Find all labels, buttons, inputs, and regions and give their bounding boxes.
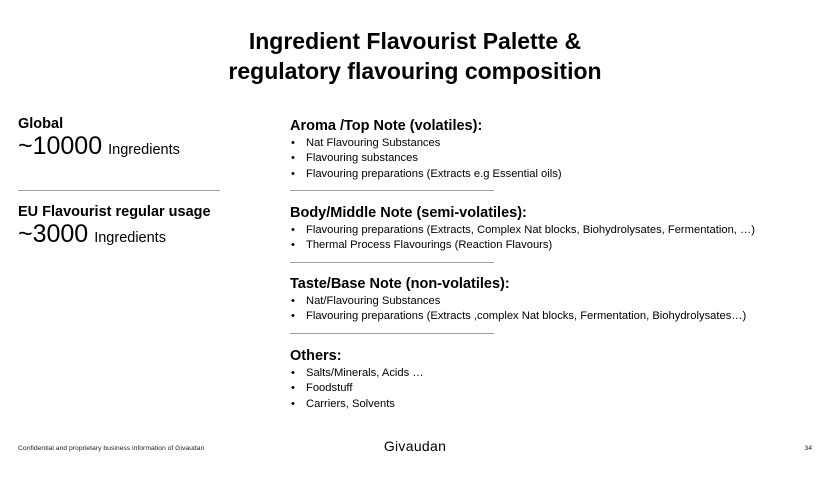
bullet-icon: •: [291, 167, 295, 180]
bullet-icon: •: [291, 382, 295, 395]
list-item-text: Flavouring preparations (Extracts ,complex Nat blocks, Fermentation, Biohydrolysates…): [306, 310, 747, 323]
confidential-notice: Confidential and proprietary business information of Givaudan: [18, 445, 205, 452]
list-item-text: Carriers, Solvents: [306, 397, 395, 410]
list-item-text: Flavouring preparations (Extracts, Complex Nat blocks, Biohydrolysates, Fermentation, …): [306, 224, 755, 236]
list-item-text: Nat Flavouring Substances: [306, 137, 441, 149]
list-item-text: Salts/Minerals, Acids …: [306, 367, 424, 379]
section-taste-base-note: [290, 274, 810, 325]
eu-stat: [18, 203, 211, 251]
list-item-text: Nat/Flavouring Substances: [306, 295, 441, 307]
list-item: [290, 294, 810, 309]
list-item: [290, 151, 810, 166]
section-divider: [290, 190, 494, 191]
eu-number: ~3000: [18, 220, 89, 248]
bullet-list: [290, 223, 810, 254]
global-number: ~10000: [18, 132, 103, 160]
list-item: [290, 167, 810, 182]
section-heading: Aroma /Top Note (volatiles):: [290, 118, 483, 134]
bullet-list: [290, 136, 810, 182]
section-others: [290, 346, 810, 412]
section-heading: Taste/Base Note (non-volatiles):: [290, 276, 510, 292]
left-divider: [18, 190, 220, 191]
bullet-icon: •: [291, 367, 295, 379]
section-heading: Body/Middle Note (semi-volatiles):: [290, 205, 527, 221]
list-item: [290, 397, 810, 412]
section-heading: Others:: [290, 348, 342, 364]
bullet-list: [290, 366, 810, 412]
bullet-icon: •: [291, 239, 295, 252]
eu-label: EU Flavourist regular usage: [18, 204, 211, 220]
bullet-icon: •: [291, 137, 295, 149]
section-divider: [290, 262, 494, 263]
list-item-text: Thermal Process Flavourings (Reaction Flavours): [306, 239, 553, 252]
global-figure: [18, 133, 180, 163]
slide-title-line-1: Ingredient Flavourist Palette &: [248, 28, 582, 54]
page-number: 34: [804, 445, 812, 452]
list-item-text: Foodstuff: [306, 382, 353, 395]
section-body-middle-note: [290, 203, 810, 254]
bullet-icon: •: [291, 397, 295, 410]
list-item-text: Flavouring preparations (Extracts e.g Essential oils): [306, 167, 562, 180]
list-item: [290, 223, 810, 238]
global-stat: [18, 115, 180, 163]
bullet-icon: •: [291, 224, 295, 236]
bullet-icon: •: [291, 310, 295, 323]
bullet-icon: •: [291, 152, 295, 165]
list-item: [290, 381, 810, 396]
section-aroma-top-note: [290, 116, 810, 182]
list-item: [290, 238, 810, 253]
bullet-list: [290, 294, 810, 325]
eu-figure: [18, 221, 211, 251]
list-item: [290, 309, 810, 324]
list-item-text: Flavouring substances: [306, 152, 418, 165]
global-unit: Ingredients: [108, 142, 180, 158]
global-label: Global: [18, 116, 64, 132]
slide-title-line-2: regulatory flavouring composition: [228, 58, 602, 84]
section-divider: [290, 333, 494, 334]
givaudan-logo: Givaudan: [383, 438, 447, 454]
bullet-icon: •: [291, 295, 295, 307]
list-item: [290, 366, 810, 381]
list-item: [290, 136, 810, 151]
slide-title: [0, 26, 830, 86]
eu-unit: Ingredients: [94, 230, 166, 246]
